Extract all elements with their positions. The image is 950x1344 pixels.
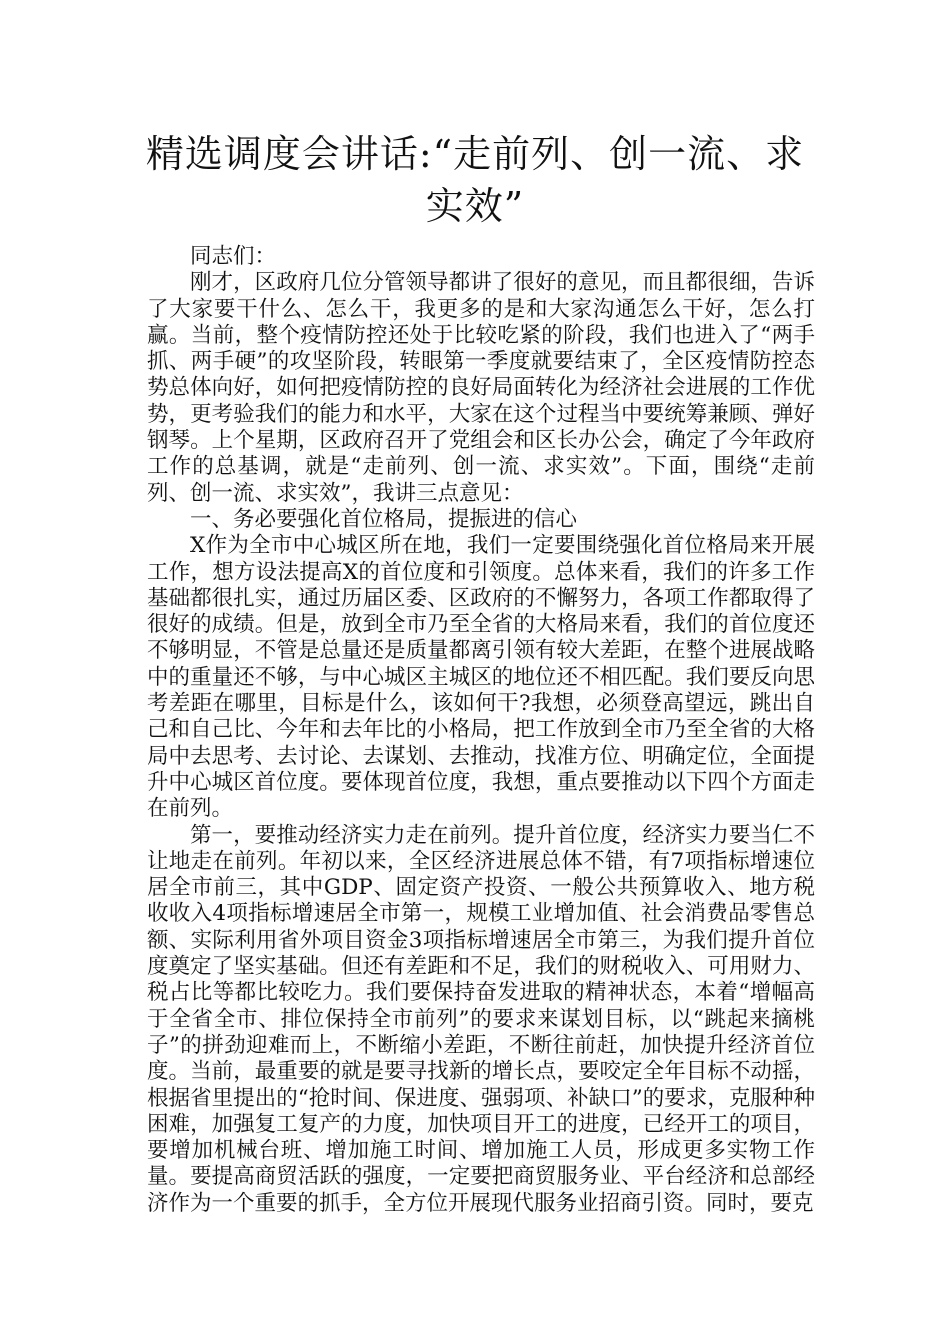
paragraph-point-1: 第一，要推动经济实力走在前列。提升首位度，经济实力要当仁不让地走在前列。年初以来，全区经济进展总体不错，有7项指标增速位居全市前三，其中GDP、固定资产投资、一般公共预算收入、地方税收收入4项指标增速居全市第一，规模工业增加值、社会消费品零售总额、实际利用省外项目资金3项指标增速居全市第三，为我们提升首位度奠定了坚实基础。但还有差距和不足，我们的财税收入、可用财力、税占比等都比较吃力。我们要保持奋发进取的精神状态，本着“增幅高于全省全市、排位保持全市前列”的要求来谋划目标，以“跳起来摘桃子”的拼劲迎难而上，不断缩小差距，不断往前赶，加快提升经济首位度。当前，最重要的就是要寻找新的增长点，要咬定全年目标不动摇，根据省里提出的“抢时间、保进度、强弱项、补缺口”的要求，克服种种困难，加强复工复产的力度，加快项目开工的进度，已经开工的项目，要增加机械台班、增加施工时间、增加施工人员，形成更多实物工作量。要提高商贸活跃的强度，一定要把商贸服务业、平台经济和总部经济作为一个重要的抓手，全方位开展现代服务业招商引资。同时，要克 bbox=[147, 822, 815, 1216]
paragraph-intro: 刚才，区政府几位分管领导都讲了很好的意见，而且都很细，告诉了大家要干什么、怎么干，我更多的是和大家沟通怎么干好，怎么打赢。当前，整个疫情防控还处于比较吃紧的阶段，我们也进入了“两手抓、两手硬”的攻坚阶段，转眼第一季度就要结束了，全区疫情防控态势总体向好，如何把疫情防控的良好局面转化为经济社会进展的工作优势，更考验我们的能力和水平，大家在这个过程当中要统筹兼顾、弹好钢琴。上个星期，区政府召开了党组会和区长办公会，确定了今年政府工作的总基调，就是“走前列、创一流、求实效”。下面，围绕“走前列、创一流、求实效”，我讲三点意见： bbox=[147, 270, 815, 506]
document-body bbox=[147, 244, 815, 1217]
section-heading-1: 一、务必要强化首位格局，提振进的信心 bbox=[190, 506, 578, 532]
salutation: 同志们： bbox=[190, 244, 277, 269]
document-title: 精选调度会讲话:“走前列、创一流、求实效” bbox=[145, 132, 805, 228]
paragraph-section-1: X作为全市中心城区所在地，我们一定要围绕强化首位格局来开展工作，想方设法提高X的首位度和引领度。总体来看，我们的许多工作基础都很扎实，通过历届区委、区政府的不懈努力，各项工作都取得了很好的成绩。但是，放到全市乃至全省的大格局来看，我们的首位度还不够明显，不管是总量还是质量都离引领有较大差距，在整个进展战略中的重量还不够，与中心城区主城区的地位还不相匹配。我们要反向思考差距在哪里，目标是什么，该如何干?我想，必须登高望远，跳出自己和自己比、今年和去年比的小格局，把工作放到全市乃至全省的大格局中去思考、去讨论、去谋划、去推动，找准方位、明确定位，全面提升中心城区首位度。要体现首位度，我想，重点要推动以下四个方面走在前列。 bbox=[147, 533, 815, 822]
